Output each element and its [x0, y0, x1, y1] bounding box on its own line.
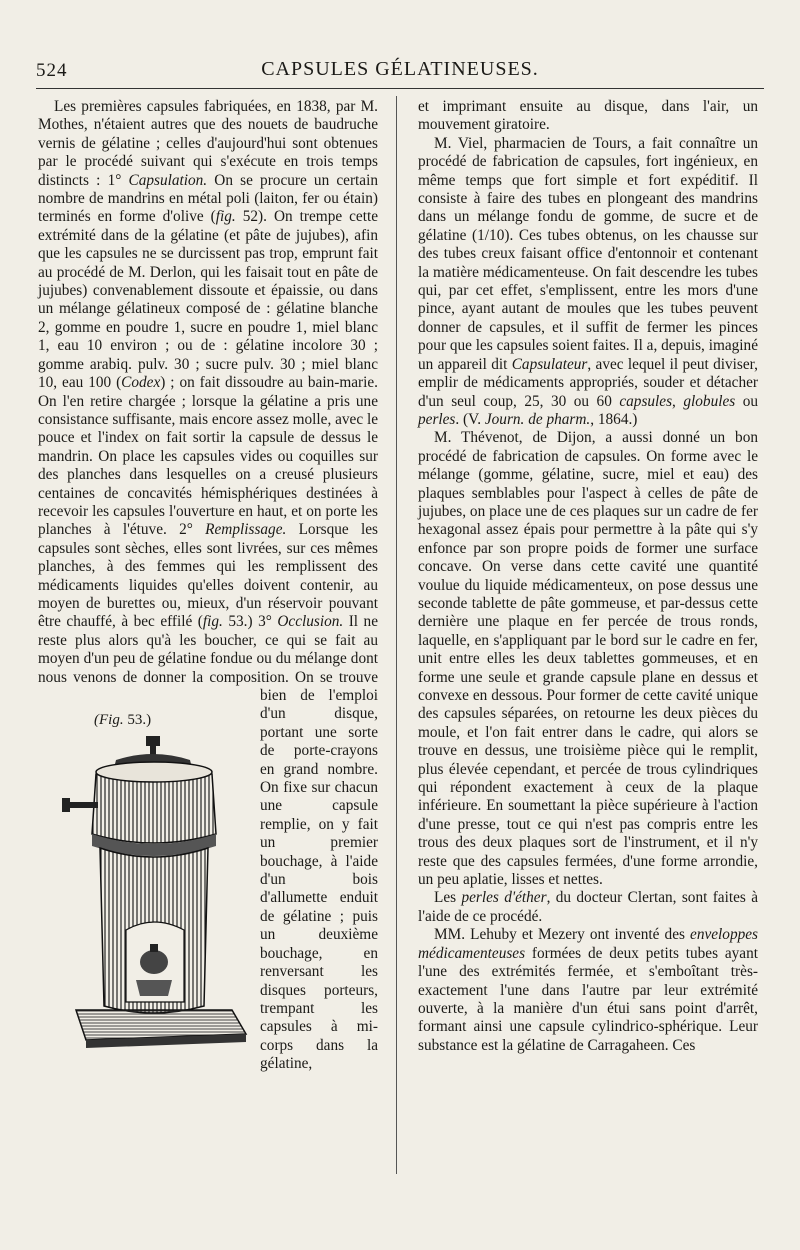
- term-perles-ether: perles d'éther: [461, 889, 547, 907]
- column-divider: [396, 96, 397, 1174]
- text-run: ) ; on fait dissoudre au bain-marie. On l'en retire chargée ; lorsque la gélatine a pris une consistance suffisante, mais encore assez molle, avec le pouce et l'index on fait sortir la capsule de dessus le mandrin. On place les capsules vides ou coquilles sur des planches dans lesquelles on a creusé plusieurs centaines de concavités hémisphériques destinées à recevoir les capsules l'ouverture en haut, et on porte les planches à l'étuve. 2°: [38, 374, 378, 539]
- text-run: MM. Lehuby et Mezery ont inventé des: [434, 926, 691, 944]
- text-run: 52). On trempe cette extrémité dans de la gélatine (et pâte de jujubes), afin que les capsules ne se durcissent pas trop, emprunt fait au procédé de M. Derlon, qui les faisait tout en pâte de jujubes) convenablement dissoute et épaissie, ou dans un mélange gélatineux composé de : gélatine blanche 2, gomme en poudre 1, sucre en poudre 1, miel blanc 1, eau 10 environ ; ou de : gélatine incolore 30 ; gomme arabiq. pulv. 30 ; sucre pulv. 30 ; miel blanc 10, eau 100 (: [38, 208, 378, 392]
- figure-caption: [94, 712, 151, 729]
- text-run: ou: [735, 392, 759, 410]
- right-paragraph-5: [418, 926, 758, 1055]
- term-remplissage: Remplissage.: [205, 521, 287, 539]
- term-perles: perles: [418, 410, 456, 428]
- right-paragraph-3: M. Thévenot, de Dijon, a aussi donné un bon procédé de fabrication de capsules. On forme avec le mélange (gomme, gélatine, sucre, miel et eau) des plaques semblables pour l'aspect à celles de pâte de jujubes, on place une de ces plaques sur un cadre de fer hexagonal assez épais pour permettre à la pâte qui s'y enfonce par son propre poids de former une surface concave. On verse dans cette cavité une quantité voulue du liquide médicamenteux, on pose dessus une seconde tablette de pâte gommeuse, et par-dessus cette dernière une plaque en fer percée de trous ronds, laquelle, en s'appliquant par le bord sur le cadre en fer, unit entre elles les deux tablettes gommeuses, et en forme une seule et grande capsule plane en dessus et convexe en dessous. Pour former de cette cavité unique des capsules séparées, on retourne les deux pièces du moule, et l'on fait entrer dans le cadre, qui alors se trouve en dessus, une troisième pièce qui le remplit, plus élevée cependant, et percée de trous cylindriques qui répondent exactement à ceux de la plaque inférieure. En soumettant la pièce supérieure à l'action d'une presse, tout ce qui n'est pas compris entre les trous des deux plaques sort de l'instrument, et il n'y reste que des capsules fermées, d'une forme arrondie, un peu aplatie, lisses et nettes.: [418, 429, 758, 889]
- term-enveloppes: enveloppes médicamenteuses: [418, 926, 758, 962]
- term-codex: Codex: [121, 374, 161, 392]
- figure-ref: fig.: [215, 208, 236, 226]
- text-run: Il ne reste plus alors qu'à les boucher, ce qui se fait au moyen d'un peu de gélatine fondue ou du mélange dont nous venons de donner la composition. On se trouve bien de l'emploi d'un disque, portant une sorte de porte-crayons en grand nombre. On fixe sur chacun une capsule remplie, on y fait un premier bouchage, à l'aide d'un bois d'allumette enduit de gélatine ; puis un deuxième bouchage, en renversant les disques porteurs, trempant les capsules à mi-corps dans la gélatine,: [38, 613, 378, 1073]
- right-paragraph-1: et imprimant ensuite au disque, dans l'air, un mouvement giratoire.: [418, 98, 758, 134]
- figure-ref: fig.: [202, 613, 223, 631]
- header-rule: [36, 88, 764, 89]
- figure-caption-number: 53.): [127, 712, 152, 728]
- text-run: M. Viel, pharmacien de Tours, a fait connaître un procédé de fabrication de capsules, fort ingénieux, en même temps que fort simple et fort expéditif. Il consiste à faire des tubes en plongeant des mandrins dans un mélange fondu de gomme, de sucre et de gélatine (1/10). Ces tubes obtenus, on les chausse sur des tubes creux faisant office d'entonnoir et contenant la matière médicamenteuse. On fait descendre les tubes qui, par cet effet, s'emplissent, entre les mors d'une pince, ayant autant de moules que les tubes peuvent donner de capsules, et il suffit de fermer les pinces pour que les capsules soient faites. Il a, depuis, imaginé un appareil dit: [418, 134, 758, 373]
- text-run: ,: [672, 392, 684, 410]
- text-run: 53.) 3°: [222, 613, 278, 631]
- term-capsules: capsules: [619, 392, 673, 410]
- text-run: , avec lequel il peut diviser, emplir de médicaments appropriés, souder et détacher d'un seul coup, 25, 30 ou 60: [418, 355, 758, 410]
- term-globules: globules: [683, 392, 736, 410]
- text-run: . (V.: [455, 410, 485, 428]
- term-occlusion: Occlusion.: [277, 613, 344, 631]
- text-run: formées de deux petits tubes ayant l'une des extrémités fermée, et s'emboîtant très-exactement l'une dans l'autre par leur extrémité ouverte, à la manière d'un étui sans point d'arrêt, formant ainsi une capsule cylindrico-sphérique. Leur substance est la gélatine de Carragaheen. Ces: [418, 944, 758, 1054]
- text-run: , 1864.): [590, 410, 638, 428]
- figure-caption-prefix: (Fig.: [94, 712, 124, 728]
- right-column: [418, 98, 758, 1055]
- text-run: Les premières capsules fabriquées, en 1838, par M. Mothes, n'étaient autres que des nouets de baudruche vernis de gélatine ; celles d'aujourd'hui sont obtenues par le procédé suivant qui s'exécute en trois temps distincts : 1°: [38, 98, 378, 189]
- apparatus-illustration-icon: [56, 734, 256, 1064]
- page-number: 524: [36, 60, 68, 81]
- running-title: CAPSULES GÉLATINEUSES.: [261, 58, 539, 80]
- text-run: , du docteur Clertan, sont faites à l'aide de ce procédé.: [418, 889, 758, 925]
- figure-53: [38, 700, 258, 1070]
- term-capsulation: Capsulation.: [128, 171, 208, 189]
- text-run: Les: [434, 889, 462, 907]
- right-paragraph-2: [418, 135, 758, 430]
- text-run: Lorsque les capsules sont sèches, elles sont livrées, sur ces mêmes planches, à des femmes qui les remplissent des médicaments liquides qu'elles doivent contenir, au moyen de burettes ou, mieux, d'un réservoir pouvant être chauffé, à bec effilé (: [38, 521, 378, 631]
- page-header: [36, 58, 764, 84]
- journal-ref: Journ. de pharm.: [484, 410, 591, 428]
- text-run: On se procure un certain nombre de mandrins en métal poli (laiton, fer ou étain) terminés en forme d'olive (: [38, 171, 378, 226]
- term-capsulateur: Capsulateur: [511, 355, 588, 373]
- right-paragraph-4: [418, 889, 758, 926]
